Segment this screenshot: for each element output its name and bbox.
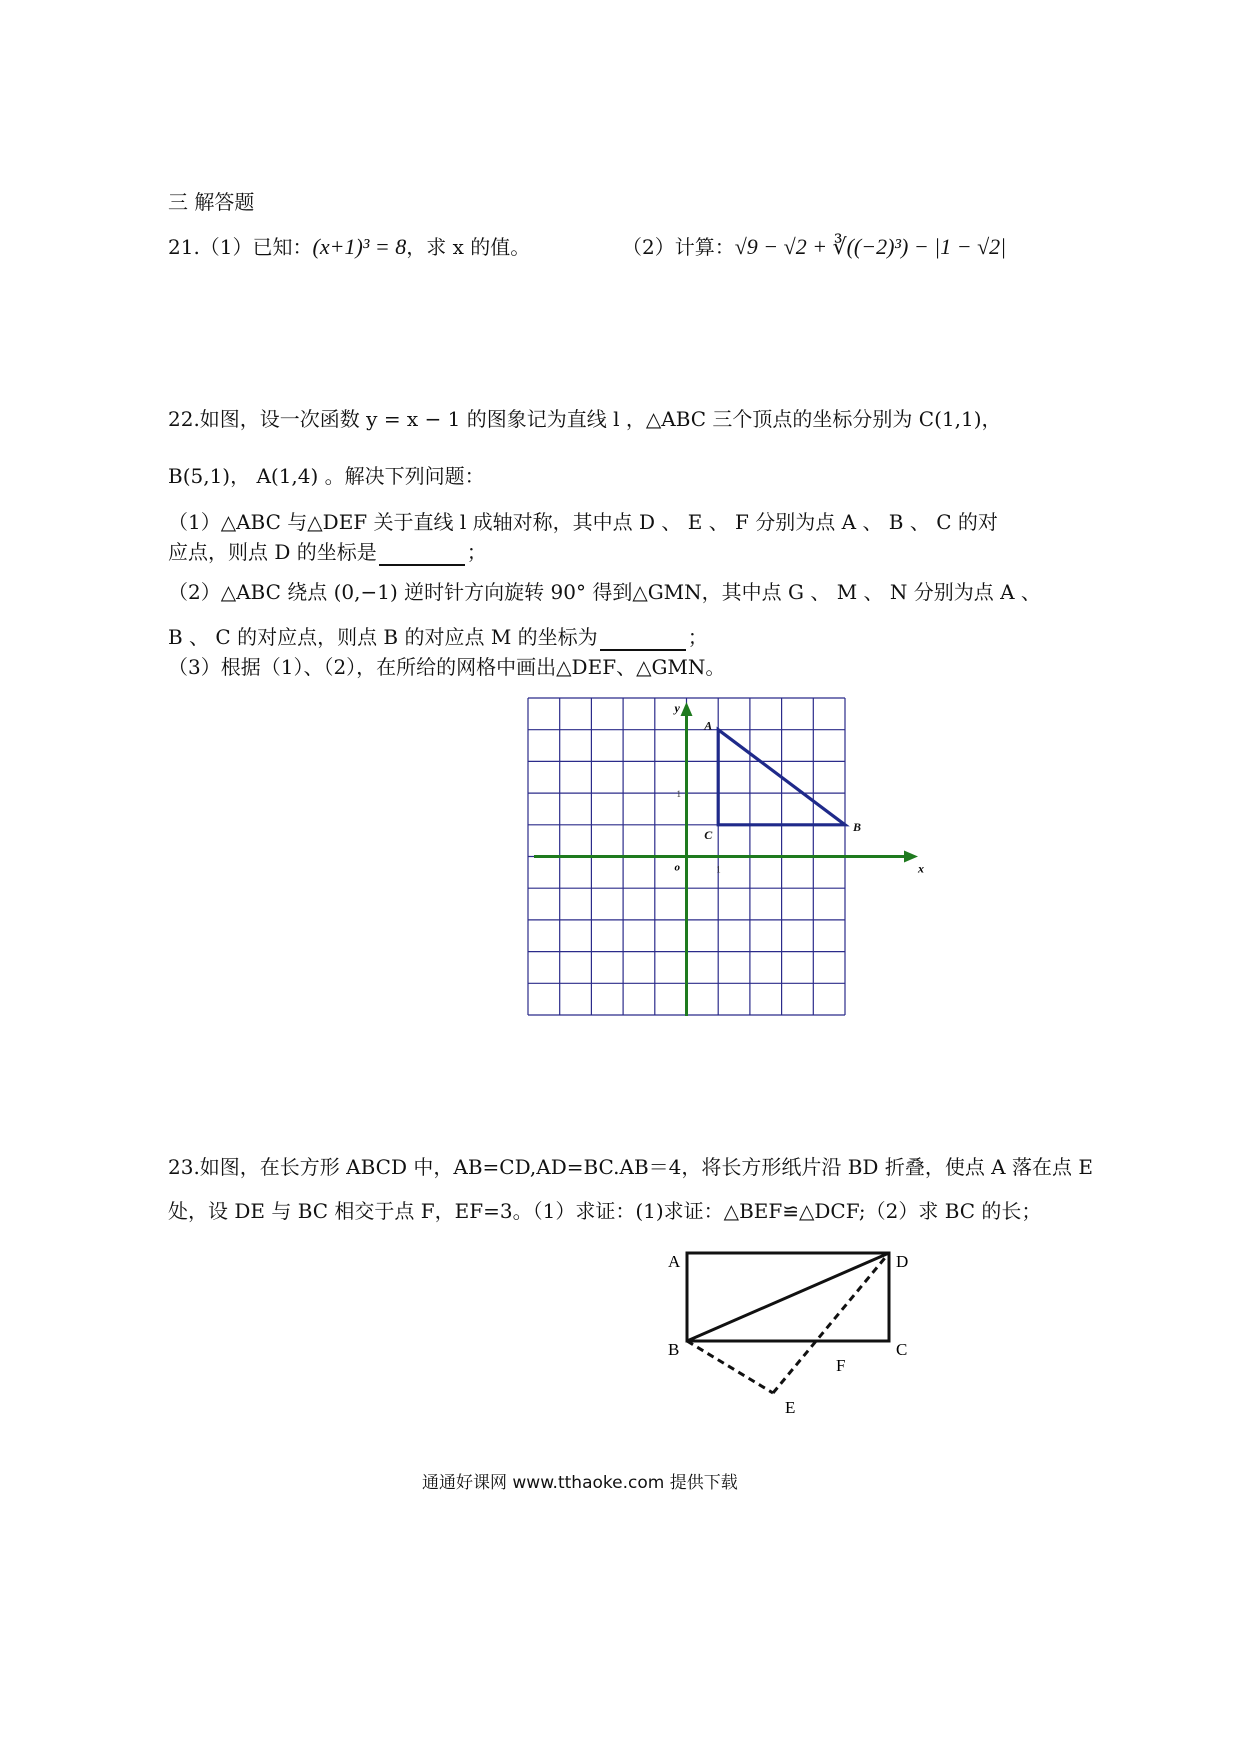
q22-line1: 22.如图，设一次函数 y = x − 1 的图象记为直线 l ，△ABC 三个顶点的坐标分别为 C(1,1)， xyxy=(168,407,1002,431)
label-f: F xyxy=(836,1356,846,1375)
q22-p1-end: ； xyxy=(466,540,487,564)
tick-label-x-1: 1 xyxy=(716,864,721,875)
x-axis-arrow xyxy=(904,851,918,863)
q21-part1-suffix: ，求 x 的值。 xyxy=(406,235,531,259)
q22-p1-line2 xyxy=(168,538,487,566)
point-label-b: B xyxy=(853,819,862,834)
q22-p2-line2 xyxy=(168,623,708,651)
y-axis-arrow xyxy=(681,702,693,716)
q23-line1: 23.如图，在长方形 ABCD 中，AB=CD,AD=BC.AB＝4，将长方形纸片沿 BD 折叠，使点 A 落在点 E xyxy=(168,1155,1093,1179)
q21-part1-prefix: 21.（1）已知： xyxy=(168,235,313,259)
tick-label-y-1: 1 xyxy=(676,789,681,800)
fold-edge-ed xyxy=(773,1253,889,1393)
label-b: B xyxy=(668,1340,680,1359)
q22-line2: B(5,1)， A(1,4) 。解决下列问题： xyxy=(168,464,485,488)
point-label-a: A xyxy=(704,718,713,733)
q21-part2-expr: √9 − √2 + ∛((−2)³) − |1 − √2| xyxy=(734,234,1007,259)
label-a: A xyxy=(668,1252,681,1271)
fold-edge-be xyxy=(687,1341,773,1393)
q22-p2-end: ； xyxy=(687,625,708,649)
section-title: 三 解答题 xyxy=(168,190,255,214)
q21-part2 xyxy=(622,232,1006,263)
answer-blank-m[interactable] xyxy=(600,631,686,651)
q22-p1-line2-text: 应点，则点 D 的坐标是 xyxy=(168,540,377,564)
rectangle-fold-figure xyxy=(640,1235,940,1425)
q21-part2-prefix: （2）计算： xyxy=(622,235,735,259)
answer-blank-d[interactable] xyxy=(379,546,465,566)
label-d: D xyxy=(896,1252,909,1271)
coordinate-grid-figure xyxy=(520,690,940,1030)
q21-part1-expr: (x+1)³ = 8 xyxy=(312,234,407,259)
q22-p1-line1: （1）△ABC 与△DEF 关于直线 l 成轴对称，其中点 D 、 E 、 F 分别为点 A 、 B 、 C 的对 xyxy=(168,510,998,534)
origin-label: o xyxy=(674,861,680,874)
q22-p2-line1: （2）△ABC 绕点 (0,−1) 逆时针方向旋转 90° 得到△GMN，其中点 G 、 M 、 N 分别为点 A 、 xyxy=(168,580,1041,604)
point-label-c: C xyxy=(704,827,713,842)
y-axis-label: y xyxy=(674,701,680,715)
q22-p2-line2-text: B 、 C 的对应点，则点 B 的对应点 M 的坐标为 xyxy=(168,625,598,649)
label-e: E xyxy=(785,1398,796,1417)
diagonal-bd xyxy=(687,1253,889,1341)
x-axis-label: x xyxy=(918,861,924,876)
q21-part1 xyxy=(168,232,530,263)
label-c: C xyxy=(896,1340,908,1359)
q22-p3: （3）根据（1）、（2），在所给的网格中画出△DEF、△GMN。 xyxy=(168,655,726,679)
footer-text: 通通好课网 www.tthaoke.com 提供下载 xyxy=(422,1473,738,1493)
q23-line2: 处，设 DE 与 BC 相交于点 F，EF=3。（1）求证：(1)求证：△BEF≌△DCF;（2）求 BC 的长； xyxy=(168,1199,1042,1223)
